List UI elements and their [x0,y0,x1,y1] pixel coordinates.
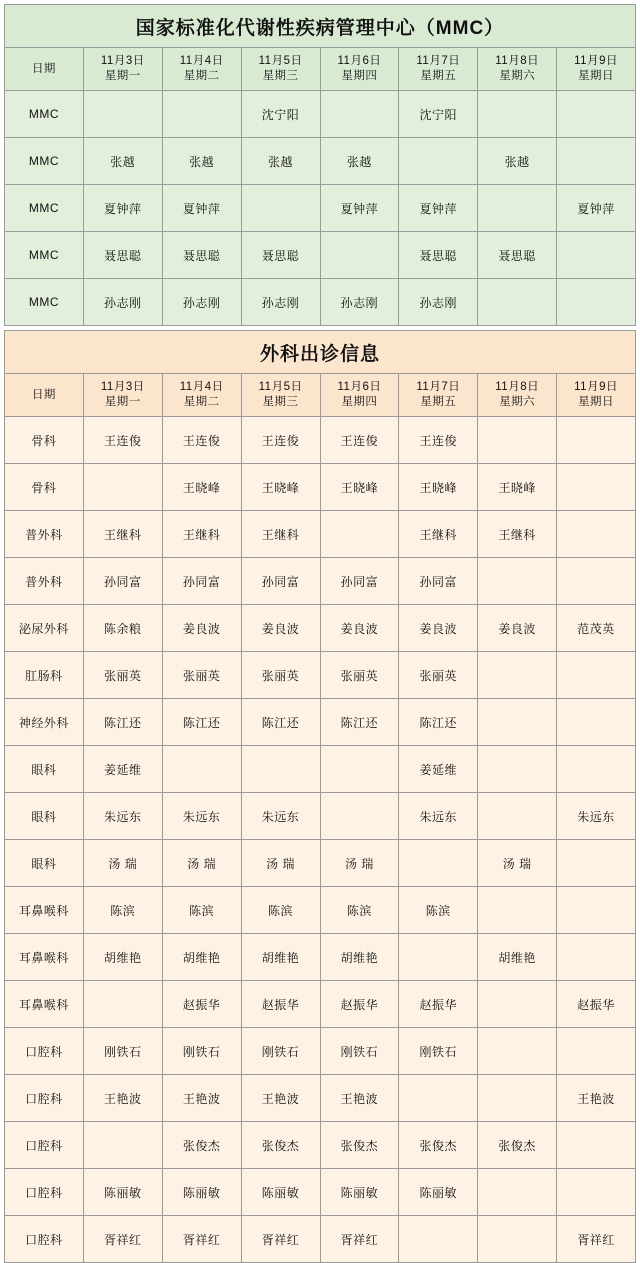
surgery-row-3-cell-3: 王继科 [241,511,320,558]
mmc-row-2-cell-1: 张越 [83,138,162,185]
surgery-row-17-cell-2: 陈丽敏 [162,1169,241,1216]
surgery-row-16-cell-5: 张俊杰 [399,1122,478,1169]
surgery-row-17-cell-7 [557,1169,636,1216]
surgery-row-18-cell-2: 胥祥红 [162,1216,241,1263]
mmc-header-day-4-date: 11月6日 [337,55,382,67]
surgery-header-row [5,374,636,417]
mmc-header-row [5,48,636,91]
surgery-row-12-cell-2: 胡维艳 [162,934,241,981]
surgery-row-14-cell-6 [478,1028,557,1075]
surgery-row-17-cell-6 [478,1169,557,1216]
surgery-row-10-cell-7 [557,840,636,887]
table-row [5,1216,636,1263]
surgery-row-11-cell-6 [478,887,557,934]
surgery-row-7-cell-7 [557,699,636,746]
surgery-row-3-cell-5: 王继科 [399,511,478,558]
surgery-row-7-dept: 神经外科 [5,699,84,746]
surgery-row-15-cell-1: 王艳波 [83,1075,162,1122]
surgery-row-13-cell-6 [478,981,557,1028]
surgery-row-10-cell-1: 汤 瑞 [83,840,162,887]
surgery-row-9-cell-2: 朱远东 [162,793,241,840]
surgery-row-1-cell-4: 王连俊 [320,417,399,464]
mmc-row-1-cell-2 [162,91,241,138]
table-row [5,840,636,887]
mmc-header-day-5-date: 11月7日 [416,55,461,67]
table-row [5,1075,636,1122]
table-row [5,417,636,464]
surgery-row-16-cell-4: 张俊杰 [320,1122,399,1169]
surgery-row-3-dept: 普外科 [5,511,84,558]
surgery-row-4-dept: 普外科 [5,558,84,605]
surgery-row-4-cell-7 [557,558,636,605]
surgery-row-11-cell-2: 陈滨 [162,887,241,934]
mmc-row-5-cell-5: 孙志刚 [399,279,478,326]
surgery-row-1-cell-3: 王连俊 [241,417,320,464]
surgery-row-6-cell-7 [557,652,636,699]
surgery-row-5-cell-1: 陈余粮 [83,605,162,652]
surgery-row-14-cell-1: 刚铁石 [83,1028,162,1075]
surgery-row-16-dept: 口腔科 [5,1122,84,1169]
surgery-row-3-cell-2: 王继科 [162,511,241,558]
surgery-row-5-cell-2: 姜良波 [162,605,241,652]
mmc-row-1-dept: MMC [5,91,84,138]
surgery-row-15-cell-7: 王艳波 [557,1075,636,1122]
surgery-row-13-cell-2: 赵振华 [162,981,241,1028]
table-row [5,464,636,511]
table-row [5,605,636,652]
surgery-row-11-cell-4: 陈滨 [320,887,399,934]
mmc-header-day-3 [241,48,320,91]
surgery-header-day-5-weekday: 星期五 [420,396,457,408]
surgery-row-14-cell-7 [557,1028,636,1075]
surgery-row-11-dept: 耳鼻喉科 [5,887,84,934]
table-row [5,1169,636,1216]
surgery-header-day-2 [162,374,241,417]
mmc-row-3-cell-6 [478,185,557,232]
mmc-row-5-cell-6 [478,279,557,326]
table-row [5,793,636,840]
mmc-header-day-6 [478,48,557,91]
surgery-row-5-cell-3: 姜良波 [241,605,320,652]
mmc-title-row [5,5,636,48]
surgery-header-day-6-date: 11月8日 [495,381,540,393]
surgery-row-13-cell-4: 赵振华 [320,981,399,1028]
surgery-row-13-cell-1 [83,981,162,1028]
table-row [5,91,636,138]
surgery-row-2-cell-4: 王晓峰 [320,464,399,511]
surgery-row-16-cell-6: 张俊杰 [478,1122,557,1169]
surgery-row-13-cell-7: 赵振华 [557,981,636,1028]
surgery-row-3-cell-7 [557,511,636,558]
surgery-header-day-4-date: 11月6日 [337,381,382,393]
surgery-row-10-cell-4: 汤 瑞 [320,840,399,887]
mmc-row-2-cell-2: 张越 [162,138,241,185]
table-row [5,138,636,185]
table-row [5,279,636,326]
surgery-row-16-cell-2: 张俊杰 [162,1122,241,1169]
surgery-row-18-cell-3: 胥祥红 [241,1216,320,1263]
surgery-row-4-cell-4: 孙同富 [320,558,399,605]
surgery-row-8-dept: 眼科 [5,746,84,793]
mmc-schedule-table [4,4,636,326]
mmc-row-2-cell-5 [399,138,478,185]
surgery-row-4-cell-3: 孙同富 [241,558,320,605]
surgery-row-2-cell-7 [557,464,636,511]
surgery-row-18-cell-7: 胥祥红 [557,1216,636,1263]
surgery-row-12-cell-4: 胡维艳 [320,934,399,981]
surgery-row-9-cell-4 [320,793,399,840]
mmc-row-5-cell-3: 孙志刚 [241,279,320,326]
surgery-row-8-cell-5: 姜延维 [399,746,478,793]
mmc-row-5-cell-4: 孙志刚 [320,279,399,326]
surgery-row-8-cell-1: 姜延维 [83,746,162,793]
surgery-row-9-cell-6 [478,793,557,840]
table-row [5,934,636,981]
table-row [5,699,636,746]
mmc-title: 国家标准化代谢性疾病管理中心（MMC） [5,5,636,48]
table-row [5,1028,636,1075]
surgery-row-11-cell-1: 陈滨 [83,887,162,934]
mmc-row-3-cell-3 [241,185,320,232]
mmc-row-1-cell-7 [557,91,636,138]
table-row [5,887,636,934]
surgery-row-15-dept: 口腔科 [5,1075,84,1122]
surgery-row-6-cell-6 [478,652,557,699]
surgery-header-day-2-date: 11月4日 [179,381,224,393]
surgery-row-12-cell-6: 胡维艳 [478,934,557,981]
surgery-row-7-cell-2: 陈江还 [162,699,241,746]
surgery-row-15-cell-4: 王艳波 [320,1075,399,1122]
surgery-row-12-dept: 耳鼻喉科 [5,934,84,981]
mmc-row-4-cell-7 [557,232,636,279]
mmc-row-1-cell-5: 沈宁阳 [399,91,478,138]
surgery-row-18-cell-1: 胥祥红 [83,1216,162,1263]
surgery-row-17-dept: 口腔科 [5,1169,84,1216]
surgery-row-6-cell-1: 张丽英 [83,652,162,699]
surgery-row-4-cell-6 [478,558,557,605]
mmc-row-2-cell-3: 张越 [241,138,320,185]
mmc-row-2-cell-6: 张越 [478,138,557,185]
mmc-header-day-5-weekday: 星期五 [420,70,457,82]
surgery-row-2-cell-6: 王晓峰 [478,464,557,511]
surgery-row-14-cell-2: 刚铁石 [162,1028,241,1075]
surgery-row-7-cell-5: 陈江还 [399,699,478,746]
table-row [5,652,636,699]
mmc-header-day-7-weekday: 星期日 [578,70,615,82]
surgery-row-8-cell-4 [320,746,399,793]
mmc-row-4-cell-3: 聂思聪 [241,232,320,279]
surgery-row-15-cell-3: 王艳波 [241,1075,320,1122]
surgery-row-2-cell-5: 王晓峰 [399,464,478,511]
mmc-header-day-6-weekday: 星期六 [499,70,536,82]
surgery-row-3-cell-4 [320,511,399,558]
surgery-row-16-cell-1 [83,1122,162,1169]
mmc-header-day-7 [557,48,636,91]
surgery-header-day-1-date: 11月3日 [100,381,145,393]
surgery-row-15-cell-6 [478,1075,557,1122]
mmc-header-day-2-date: 11月4日 [179,55,224,67]
surgery-row-11-cell-5: 陈滨 [399,887,478,934]
mmc-header-day-3-weekday: 星期三 [262,70,299,82]
mmc-row-2-dept: MMC [5,138,84,185]
mmc-row-5-cell-7 [557,279,636,326]
surgery-header-day-6 [478,374,557,417]
surgery-row-1-cell-1: 王连俊 [83,417,162,464]
mmc-header-day-2-weekday: 星期二 [183,70,220,82]
surgery-row-14-cell-3: 刚铁石 [241,1028,320,1075]
mmc-row-4-cell-6: 聂思聪 [478,232,557,279]
surgery-header-day-4 [320,374,399,417]
surgery-row-18-dept: 口腔科 [5,1216,84,1263]
surgery-row-5-cell-6: 姜良波 [478,605,557,652]
mmc-row-1-cell-6 [478,91,557,138]
mmc-row-4-dept: MMC [5,232,84,279]
surgery-row-4-cell-2: 孙同富 [162,558,241,605]
surgery-row-11-cell-3: 陈滨 [241,887,320,934]
table-row [5,558,636,605]
mmc-header-day-7-date: 11月9日 [574,55,618,67]
surgery-header-day-7-date: 11月9日 [574,381,618,393]
mmc-row-5-cell-2: 孙志刚 [162,279,241,326]
table-row [5,981,636,1028]
table-row [5,511,636,558]
surgery-row-4-cell-5: 孙同富 [399,558,478,605]
mmc-header-day-3-date: 11月5日 [258,55,303,67]
mmc-header-day-4-weekday: 星期四 [341,70,378,82]
surgery-row-15-cell-5 [399,1075,478,1122]
mmc-header-day-5 [399,48,478,91]
mmc-row-3-cell-1: 夏钟萍 [83,185,162,232]
surgery-row-8-cell-2 [162,746,241,793]
mmc-row-1-cell-1 [83,91,162,138]
surgery-row-9-dept: 眼科 [5,793,84,840]
surgery-row-5-cell-4: 姜良波 [320,605,399,652]
surgery-row-6-dept: 肛肠科 [5,652,84,699]
mmc-row-2-cell-4: 张越 [320,138,399,185]
mmc-row-3-cell-4: 夏钟萍 [320,185,399,232]
surgery-row-17-cell-3: 陈丽敏 [241,1169,320,1216]
mmc-header-day-4 [320,48,399,91]
surgery-row-6-cell-4: 张丽英 [320,652,399,699]
surgery-row-7-cell-4: 陈江还 [320,699,399,746]
surgery-row-16-cell-7 [557,1122,636,1169]
surgery-row-5-cell-7: 范茂英 [557,605,636,652]
surgery-schedule-table [4,330,636,1263]
surgery-row-3-cell-6: 王继科 [478,511,557,558]
surgery-row-14-cell-5: 刚铁石 [399,1028,478,1075]
surgery-header-day-4-weekday: 星期四 [341,396,378,408]
table-row [5,746,636,793]
mmc-row-3-cell-7: 夏钟萍 [557,185,636,232]
surgery-row-17-cell-4: 陈丽敏 [320,1169,399,1216]
surgery-row-10-dept: 眼科 [5,840,84,887]
surgery-row-4-cell-1: 孙同富 [83,558,162,605]
surgery-header-day-2-weekday: 星期二 [183,396,220,408]
surgery-header-day-5 [399,374,478,417]
mmc-header-day-1 [83,48,162,91]
surgery-row-2-cell-3: 王晓峰 [241,464,320,511]
mmc-header-day-1-date: 11月3日 [100,55,145,67]
mmc-row-4-cell-5: 聂思聪 [399,232,478,279]
surgery-row-12-cell-5 [399,934,478,981]
mmc-row-3-cell-2: 夏钟萍 [162,185,241,232]
surgery-row-9-cell-3: 朱远东 [241,793,320,840]
table-row [5,232,636,279]
surgery-row-18-cell-4: 胥祥红 [320,1216,399,1263]
surgery-header-day-3-date: 11月5日 [258,381,303,393]
surgery-row-1-cell-2: 王连俊 [162,417,241,464]
surgery-header-day-7 [557,374,636,417]
mmc-header-day-1-weekday: 星期一 [104,70,141,82]
surgery-header-date-label: 日期 [5,374,84,417]
surgery-row-5-cell-5: 姜良波 [399,605,478,652]
surgery-row-15-cell-2: 王艳波 [162,1075,241,1122]
surgery-row-13-cell-5: 赵振华 [399,981,478,1028]
surgery-row-13-cell-3: 赵振华 [241,981,320,1028]
surgery-row-6-cell-5: 张丽英 [399,652,478,699]
mmc-row-1-cell-4 [320,91,399,138]
mmc-row-2-cell-7 [557,138,636,185]
mmc-row-5-cell-1: 孙志刚 [83,279,162,326]
surgery-row-12-cell-1: 胡维艳 [83,934,162,981]
surgery-row-8-cell-7 [557,746,636,793]
surgery-header-day-3 [241,374,320,417]
mmc-row-4-cell-2: 聂思聪 [162,232,241,279]
mmc-row-3-dept: MMC [5,185,84,232]
mmc-row-4-cell-1: 聂思聪 [83,232,162,279]
surgery-row-9-cell-7: 朱远东 [557,793,636,840]
surgery-row-1-cell-5: 王连俊 [399,417,478,464]
mmc-header-day-2 [162,48,241,91]
mmc-header-date-label: 日期 [5,48,84,91]
surgery-row-1-cell-7 [557,417,636,464]
table-row [5,185,636,232]
surgery-row-2-dept: 骨科 [5,464,84,511]
surgery-row-10-cell-6: 汤 瑞 [478,840,557,887]
surgery-row-6-cell-2: 张丽英 [162,652,241,699]
surgery-header-day-5-date: 11月7日 [416,381,461,393]
surgery-row-7-cell-6 [478,699,557,746]
surgery-row-9-cell-1: 朱远东 [83,793,162,840]
surgery-header-day-1-weekday: 星期一 [104,396,141,408]
surgery-row-16-cell-3: 张俊杰 [241,1122,320,1169]
surgery-title-row [5,331,636,374]
surgery-row-10-cell-3: 汤 瑞 [241,840,320,887]
mmc-row-1-cell-3: 沈宁阳 [241,91,320,138]
surgery-row-1-cell-6 [478,417,557,464]
surgery-row-18-cell-5 [399,1216,478,1263]
surgery-row-17-cell-5: 陈丽敏 [399,1169,478,1216]
surgery-row-14-cell-4: 刚铁石 [320,1028,399,1075]
surgery-row-5-dept: 泌尿外科 [5,605,84,652]
surgery-row-17-cell-1: 陈丽敏 [83,1169,162,1216]
surgery-row-12-cell-7 [557,934,636,981]
surgery-row-18-cell-6 [478,1216,557,1263]
surgery-row-9-cell-5: 朱远东 [399,793,478,840]
surgery-row-2-cell-2: 王晓峰 [162,464,241,511]
surgery-row-8-cell-3 [241,746,320,793]
surgery-row-14-dept: 口腔科 [5,1028,84,1075]
surgery-header-day-3-weekday: 星期三 [262,396,299,408]
mmc-row-4-cell-4 [320,232,399,279]
surgery-row-13-dept: 耳鼻喉科 [5,981,84,1028]
mmc-header-day-6-date: 11月8日 [495,55,540,67]
surgery-row-7-cell-1: 陈江还 [83,699,162,746]
mmc-row-5-dept: MMC [5,279,84,326]
surgery-header-day-7-weekday: 星期日 [578,396,615,408]
surgery-row-3-cell-1: 王继科 [83,511,162,558]
surgery-row-7-cell-3: 陈江还 [241,699,320,746]
table-row [5,1122,636,1169]
mmc-row-3-cell-5: 夏钟萍 [399,185,478,232]
surgery-row-10-cell-5 [399,840,478,887]
surgery-row-10-cell-2: 汤 瑞 [162,840,241,887]
surgery-row-2-cell-1 [83,464,162,511]
surgery-row-8-cell-6 [478,746,557,793]
surgery-row-12-cell-3: 胡维艳 [241,934,320,981]
surgery-header-day-1 [83,374,162,417]
surgery-header-day-6-weekday: 星期六 [499,396,536,408]
surgery-row-6-cell-3: 张丽英 [241,652,320,699]
surgery-title: 外科出诊信息 [5,331,636,374]
surgery-row-11-cell-7 [557,887,636,934]
surgery-row-1-dept: 骨科 [5,417,84,464]
